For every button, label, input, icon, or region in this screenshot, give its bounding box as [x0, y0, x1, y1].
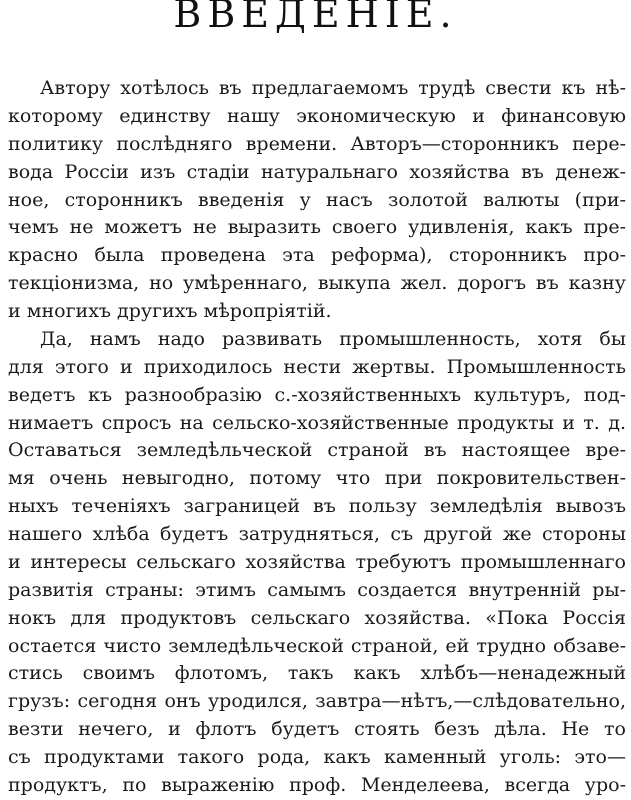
text-line: ныхъ теченіяхъ заграницей въ пользу земледѣлія вывозъ — [8, 495, 626, 517]
text-line: продуктъ, по выраженію проф. Менделеева, всегда уро- — [8, 774, 626, 796]
text-line: нокъ для продуктовъ сельскаго хозяйства. «Пока Россія — [8, 607, 626, 629]
text-line: политику послѣдняго времени. Авторъ—сторонникъ пере- — [8, 133, 626, 155]
text-line: грузъ: сегодня онъ уродился, завтра—нѣтъ,—слѣдовательно, — [8, 690, 626, 712]
text-line: везти нечего, и флотъ будетъ стоять безъ дѣла. Не то — [8, 718, 626, 740]
text-line: красно была проведена эта реформа), сторонникъ про- — [8, 244, 626, 266]
text-line: ное, сторонникъ введенія у насъ золотой валюты (при- — [8, 189, 626, 211]
text-line: Да, намъ надо развивать промышленность, хотя бы — [40, 328, 626, 350]
text-line: ведетъ къ разнообразію с.-хозяйственныхъ культуръ, под- — [8, 384, 626, 406]
text-line: Оставаться земледѣльческой страной въ настоящее вре- — [8, 439, 626, 461]
text-line: вода Россіи изъ стадіи натуральнаго хозяйства въ денеж- — [8, 161, 626, 183]
text-line: нашего хлѣба будетъ затрудняться, съ другой же стороны — [8, 523, 626, 545]
text-line: чемъ не можетъ не выразить своего удивленія, какъ пре- — [8, 216, 626, 238]
text-line: стись своимъ флотомъ, такъ какъ хлѣбъ—ненадежный — [8, 662, 626, 684]
text-line: которому единству нашу экономическую и финансовую — [8, 105, 626, 127]
text-line: и интересы сельскаго хозяйства требуютъ промышленнаго — [8, 551, 626, 573]
chapter-title: ВВЕДЕНІЕ. — [173, 0, 458, 36]
text-line: текціонизма, но умѣреннаго, выкупа жел. дорогъ въ казну — [8, 272, 626, 294]
text-line: развитія страны: этимъ самымъ создается внутренній ры- — [8, 579, 626, 601]
text-line: и многихъ другихъ мѣропріятій. — [8, 300, 332, 322]
text-line: съ продуктами такого рода, какъ каменный уголь: это— — [8, 746, 626, 768]
text-line: для этого и приходилось нести жертвы. Промышленность — [8, 356, 626, 378]
text-line: остается чисто земледѣльческой страной, ей трудно обзаве- — [8, 635, 626, 657]
text-line: Автору хотѣлось въ предлагаемомъ трудѣ свести къ нѣ- — [40, 77, 626, 99]
text-line: мя очень невыгодно, потому что при покровительствен- — [8, 467, 626, 489]
text-line: нимаетъ спросъ на сельско-хозяйственные продукты и т. д. — [8, 412, 626, 434]
